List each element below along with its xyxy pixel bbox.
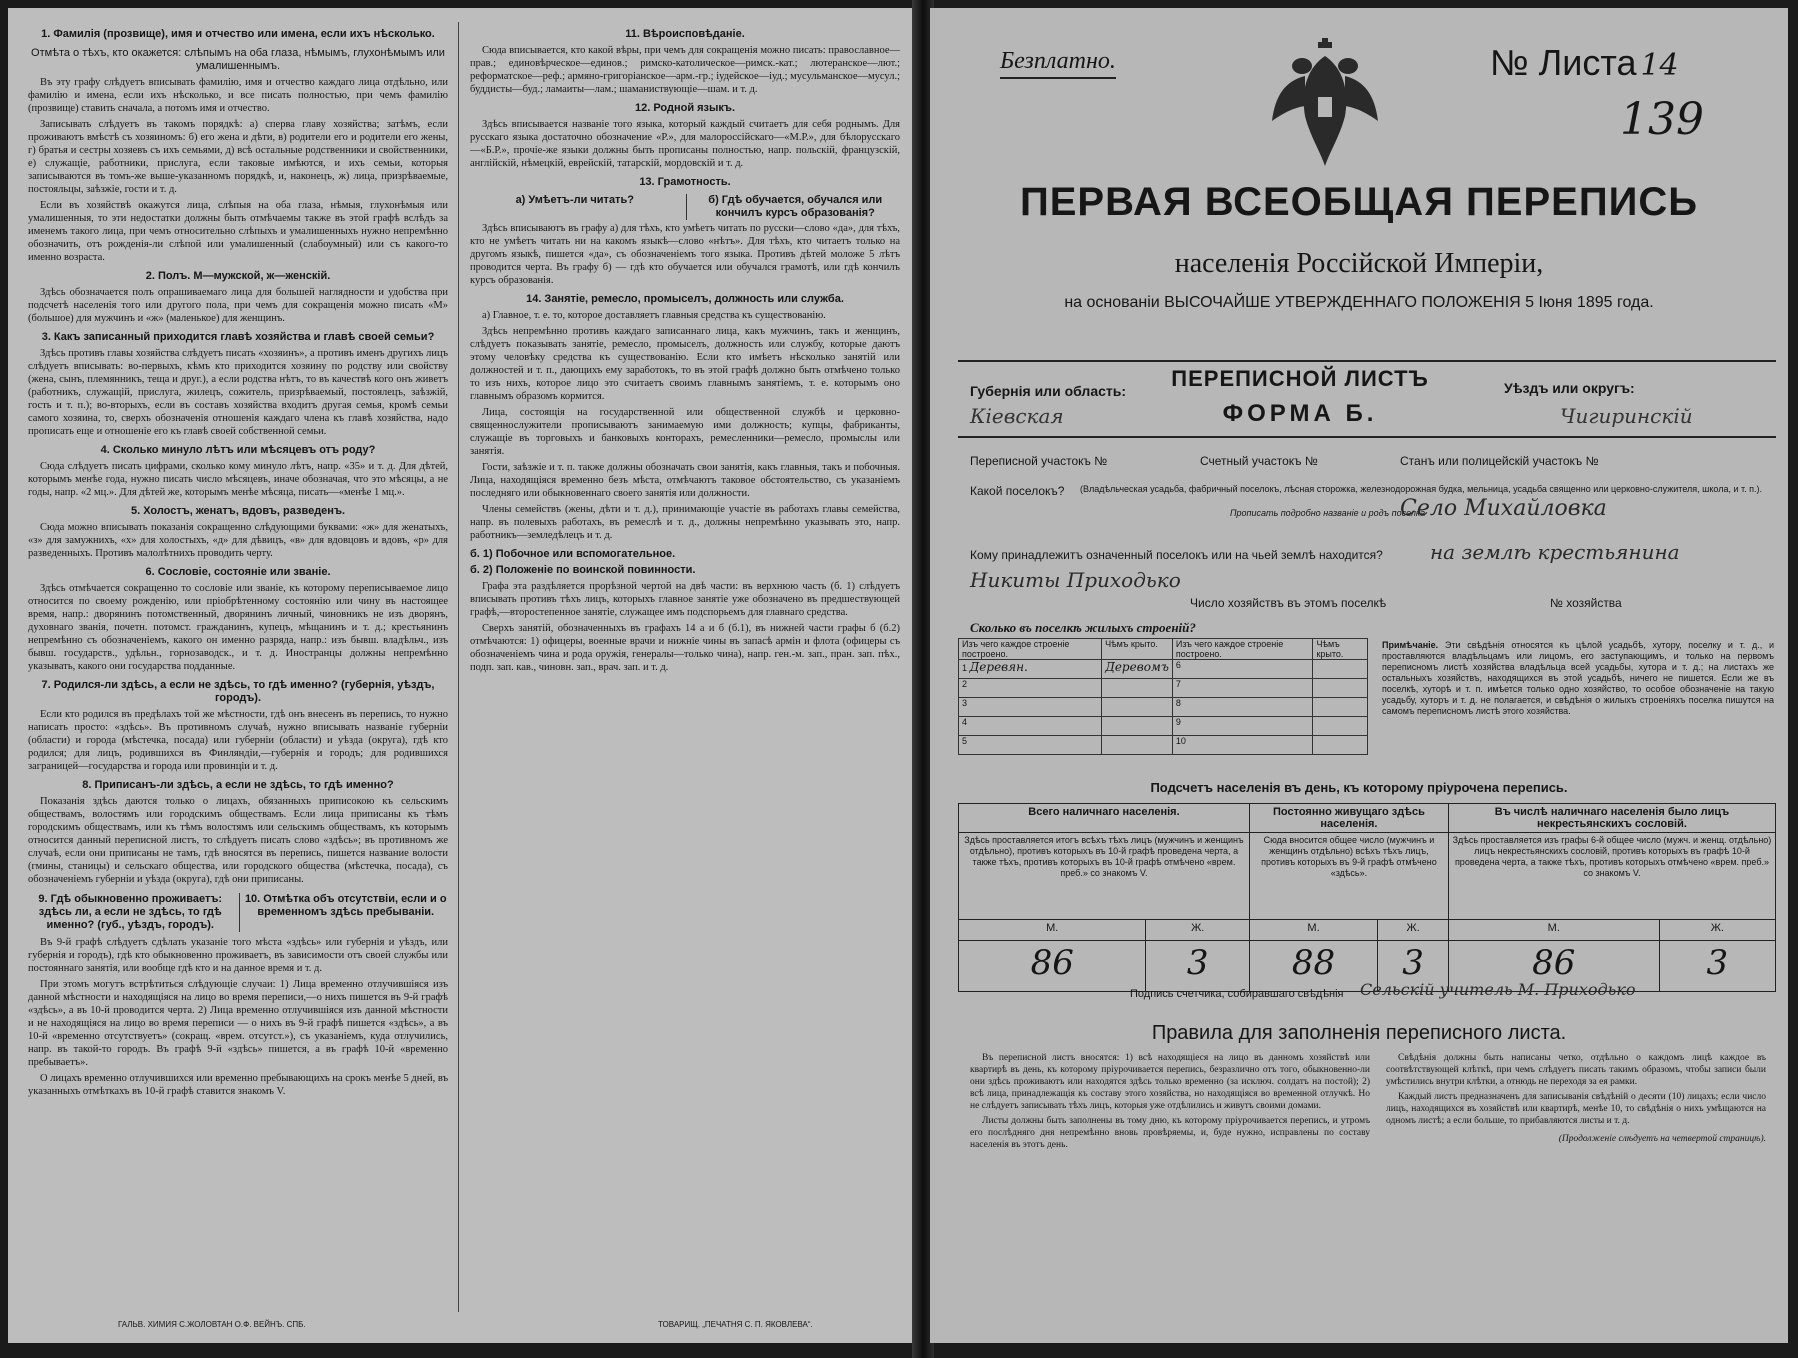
- left-column-1: [28, 22, 448, 1101]
- buildings-cell: 9: [1172, 717, 1313, 736]
- section-1-title: 1. Фамилія (прозвище), имя и отчество или имена, если ихъ нѣсколько.: [41, 28, 435, 40]
- section-7-text: Если кто родился въ предѣлахъ той же мѣстности, гдѣ онъ внесенъ въ перепись, то нужно написать просто: «здѣсь». Въ противномъ случаѣ, нужно вписывать названіе губерніи (области) и города (мѣстечка, посада) или губерніи (области) и уѣзда (округа), гдѣ кто родился; для лицъ, родившихся въ Финляндіи,—губернія и городъ; для родившихся заграницей—государства и города или провинціи и т. д.: [28, 709, 448, 772]
- note-title: Примѣчаніе.: [1382, 640, 1439, 650]
- female-label: Ж.: [1659, 920, 1775, 941]
- section-13b-title: б) Гдѣ обучается, обучался или кончилъ курсъ образованія?: [686, 194, 901, 220]
- province-label: Губернія или область:: [970, 383, 1127, 399]
- section-3-title: 3. Какъ записанный приходится главѣ хозяйства и главѣ своей семьи?: [41, 331, 435, 343]
- section-14-b1-title: б. 1) Побочное или вспомогательное.: [470, 548, 676, 560]
- section-2-text: Здѣсь обозначается полъ опрашиваемаго лица для большей наглядности и удобства при подсчетѣ населенія того или другого пола, при чемъ для сокращенія можно писать «М» (большое) для мужчинъ и «ж» (маленькое) для женщинъ.: [28, 287, 448, 324]
- permanent-female-value: 3: [1378, 941, 1449, 992]
- section-14-text-7: Сверхъ занятій, обозначенныхъ въ графахъ 14 а и б (б.1), въ нижней части графы б (б.2) отмѣчаются: 1) офицеры, военные врачи и нижніе чины въ запасѣ армін и флота (офицеры съ обозначеніемъ чина и рода оружія, генералы—только чина), напр. ген.-м. зап., пран. зап. пѣх., подп. зап. кав., чиновн. зап., врач. зап. и т. д.: [470, 623, 900, 673]
- section-9-text-3: О лицахъ временно отлучившихся или временно пребывающихъ на срокъ менѣе 5 дней, въ указанныхъ отмѣткахъ въ 10-й графѣ ставится знакомъ V.: [28, 1073, 448, 1097]
- section-11-title: 11. Вѣроисповѣданіе.: [625, 28, 745, 40]
- section-11-text: Сюда вписывается, кто какой вѣры, при чемъ для сокращенія можно писать: православное—прав.; единовѣрческое—единов.; римско-католическое—римск.-кат.; лютеранское—лют.; реформатское—реф.; армяно-григоріанское—арм.-гр.; іудейское—іуд.; мусульманское—мусул.; буддисты—буд.; ламаиты—лам.; шаманиствующіе—шам. и т. д.: [470, 45, 900, 95]
- buildings-cell: 4: [959, 717, 1102, 736]
- right-page: [930, 8, 1788, 1343]
- district-label: Уѣздъ или округъ:: [1504, 380, 1635, 396]
- section-8-title: 8. Приписанъ-ли здѣсь, а если не здѣсь, то гдѣ именно?: [82, 779, 394, 791]
- section-9-10-header: [28, 889, 448, 936]
- section-13-text: Здѣсь вписываютъ въ графу а) для тѣхъ, кто умѣетъ читать по русски—слово «да», для тѣхъ, кто не умѣетъ читать ни на какомъ языкѣ—слово «нѣтъ». Для тѣхъ, кто читаетъ только на другомъ языкѣ, пишется «да», съ обозначеніемъ того языка. Противъ дѣтей моложе 5 лѣтъ проводится черта. Въ графу б) — гдѣ кто обучается или обучался грамотѣ, или гдѣ кончилъ курсъ образованія.: [470, 223, 900, 286]
- rules-text-3: Свѣдѣнія должны быть написаны четко, отдѣльно о каждомъ лицѣ каждое въ соотвѣтствующей клѣткѣ, при чемъ слѣдуетъ писать такимъ образомъ, чтобы записи были умѣстились внутри клѣтки, а отнюдь не переходя за ея рамки.: [1386, 1053, 1766, 1087]
- header-rule: [958, 360, 1776, 362]
- population-header-non-peasant: Въ числѣ наличнаго населенія было лицъ некрестьянскихъ сословій.: [1448, 804, 1775, 833]
- rules-column-2: [1386, 1052, 1766, 1145]
- census-basis: на основаніи ВЫСОЧАЙШЕ УТВЕРЖДЕННАГО ПОЛОЖЕНІЯ 5 Іюня 1895 года.: [1064, 294, 1654, 311]
- section-14-text-6: Графа эта раздѣляется прорѣзной чертой на двѣ части: въ верхнюю часть (б. 1) слѣдуетъ вписывать противъ тѣхъ лицъ, которыхъ главное занятіе уже обозначено въ предшествующей графѣ,—второстепенное занятіе, служащее имъ подспорьемъ для главнаго средства.: [470, 581, 900, 618]
- households-count-label: Число хозяйствъ въ этомъ поселкѣ: [1190, 596, 1387, 610]
- population-table: [958, 803, 1776, 992]
- row-number: 1: [962, 663, 968, 673]
- rules-text-2: Листы должны быть заполнены въ тому дню, къ которому пріурочивается перепись, и утромъ его послѣдняго дня непремѣнно вновь провѣряемы, и, буде нужно, исправлены по составу населенія въ этотъ день.: [970, 1116, 1370, 1150]
- section-9-text-2: При этомъ могутъ встрѣтиться слѣдующіе случаи: 1) Лица временно отлучившіяся изъ данной мѣстности и находящіяся на лицо во время переписи,—о нихъ пишется въ 9-й графѣ «здѣсь», а въ 10-й проводится черта. 2) Лица временно отлучившіяся изъ данной мѣстности и не находящіяся на лицо во время переписи — о нихъ въ 9-й графѣ пишется «здѣсь», а въ 10-й «временно отсутствуетъ» (сокращ. «врем. отсутст.»), съ указаніемъ, куда отлучились, напр. въ такой-то городъ. Въ графѣ 9-й «здѣсь» пишется, а въ графѣ 10-й «временно пребываетъ».: [28, 979, 448, 1068]
- buildings-cell: 10: [1172, 736, 1313, 755]
- double-headed-eagle-icon: [1270, 36, 1380, 176]
- enumerator-signature-label: Подпись счетчика, собиравшаго свѣдѣнія: [1130, 988, 1344, 1000]
- section-5-text: Сюда можно вписывать показанія сокращенно слѣдующими буквами: «ж» для женатыхъ, «з» для замужнихъ, «х» для холостыхъ, «д» для дѣвицъ, «в» для вдовцовъ и вдовъ, «р» для разведенныхъ. Противъ малолѣтнихъ проводить черту.: [28, 522, 448, 559]
- buildings-row: [959, 717, 1368, 736]
- buildings-cell: [1313, 717, 1368, 736]
- permanent-male-value: 88: [1249, 941, 1377, 992]
- left-column-2: [470, 22, 900, 677]
- section-14-text-4: Гости, заѣзжіе и т. п. также должны обозначать свои занятія, какъ главныя, такъ и побочныя. Лица, находящіяся временно безъ мѣста, отмѣчаютъ таковое обстоятельство, съ указаніемъ последняго или обыкновеннаго своего занятія или должности.: [470, 462, 900, 499]
- buildings-cell: [1102, 736, 1173, 755]
- buildings-cell: 8: [1172, 698, 1313, 717]
- section-3-text: Здѣсь противъ главы хозяйства слѣдуетъ писать «хозяинъ», а противъ именъ другихъ лицъ слѣдуетъ вписывать: во-первыхъ, кѣмъ кто приходится хозяину по родству или свойству (жена, сынъ, племянникъ, теща и друг.), а если родства нѣтъ, то въ качествѣ кого онъ живетъ (работникъ, служащій, прислуга, жилецъ, сожитель, призрѣваемый, постоялецъ, заѣзжій, гость и т. п.); во-вторыхъ, если въ составъ хозяйства входитъ другая семья, кромѣ семьи самого хозяина, то, сверхъ обозначенія отношенія каждаго члена къ главѣ хозяйства, надо прописать еще и отношеніе его къ главѣ своей собственной семьи.: [28, 348, 448, 437]
- section-14-text-5: Члены семействъ (жены, дѣти и т. д.), принимающіе участіе въ работахъ главы семейства, напр. въ полевыхъ работахъ, въ ремеслѣ и т. д., должны непремѣнно указывать это, напр. работникъ—земледѣлецъ и т. д.: [470, 504, 900, 541]
- buildings-cell: [1102, 717, 1173, 736]
- census-subtitle: населенія Россійской Имперіи,: [1174, 248, 1544, 279]
- male-label: М.: [959, 920, 1146, 941]
- population-description-row: [959, 833, 1776, 920]
- buildings-header-material: Изъ чего каждое строеніе построено.: [959, 639, 1102, 660]
- rules-continued-note: (Продолженіе слѣдуетъ на четвертой страницѣ).: [1558, 1134, 1766, 1144]
- population-desc-total: Здѣсь проставляется итогъ всѣхъ тѣхъ лицъ (мужчинъ и женщинъ отдѣльно), противъ которыхъ въ 10-й графѣ проведена черта, а также тѣхъ, противъ которыхъ въ 10-й графѣ отмѣчено «врем. преб.» со знакомъ V.: [959, 833, 1250, 920]
- settlement-hint-2: Прописать подробно названіе и родъ поселка: [1230, 508, 1426, 518]
- section-9-title: 9. Гдѣ обыкновенно проживаетъ: здѣсь ли, а если не здѣсь, то гдѣ именно? (губ., уѣздъ, городъ).: [38, 893, 223, 931]
- list-number-handwritten: 14: [1640, 48, 1679, 83]
- enumerator-signature: Сельскій учитель М. Приходько: [1360, 980, 1636, 999]
- settlement-value: Село Михайловка: [1400, 496, 1607, 521]
- section-5-title: 5. Холостъ, женатъ, вдовъ, разведенъ.: [130, 505, 346, 517]
- female-label: Ж.: [1378, 920, 1449, 941]
- building-roof-value: Деревомъ: [1105, 660, 1169, 674]
- printer-note-left: ГАЛЬВ. ХИМИЯ С.ЖОЛОВТАН О.Ф. ВЕЙНЪ. СПБ.: [118, 1320, 306, 1329]
- population-desc-non-peasant: Здѣсь проставляется изъ графы 6-й общее число (мужч. и женщ. отдѣльно) лицъ некрестьянскихъ сословій, противъ которыхъ въ графѣ 10-й проведена черта, а также тѣхъ, противъ которыхъ отмѣчено «врем. преб.» со знакомъ V.: [1448, 833, 1775, 920]
- section-1-text-3: Если въ хозяйствѣ окажутся лица, слѣпыя на оба глаза, нѣмыя, глухонѣмыя или умалишенныя, то эти недостатки должны быть отмѣчаемы также въ этой графѣ вслѣдъ за именемъ такого лица, при чемъ относительно слѣпыхъ и умалишенныхъ нужно непремѣнно обозначить, отъ рожденія-ли слѣпой или умалишенный (слабоумный) или съ какого-то именно возраста.: [28, 200, 448, 263]
- column-divider: [458, 22, 459, 1312]
- buildings-header-material-2: Изъ чего каждое строеніе построено.: [1172, 639, 1313, 660]
- census-section-label: Переписной участокъ №: [970, 454, 1108, 468]
- buildings-header-row: [959, 639, 1368, 660]
- settlement-hint: (Владѣльческая усадьба, фабричный поселокъ, лѣсная сторожка, железнодорожная будка, мельница, усадьба священно или церковно-служителя, школа, и т. п.).: [1080, 484, 1762, 494]
- district-value: Чигиринскій: [1560, 404, 1693, 428]
- section-4-title: 4. Сколько минуло лѣтъ или мѣсяцевъ отъ роду?: [100, 444, 376, 456]
- buildings-header-roof-2: Чѣмъ крыто.: [1313, 639, 1368, 660]
- section-1-text-2: Записывать слѣдуетъ въ такомъ порядкѣ: а) сперва главу хозяйства; затѣмъ, если проживаютъ вмѣстѣ съ хозяиномъ: б) его жена и дѣти, в) родители его и родители его жены, г) братья и сестры хозяевъ съ ихъ семьями, д) всѣ остальные родственники и свойственники, е) служащіе, работники, прислуга, если таковые имѣются, и ихъ семьи, которыя записываются въ томъ-же выше-указанномъ порядкѣ, и, наконецъ, ж) лица, призрѣваемые, постояльцы, заѣзжіе, гости и т. д.: [28, 119, 448, 195]
- owner-value-1: на землѣ крестьянина: [1430, 540, 1680, 564]
- section-14-title: 14. Занятіе, ремесло, промыселъ, должность или служба.: [526, 293, 844, 305]
- population-count-title: Подсчетъ населенія въ день, къ которому пріурочена перепись.: [1150, 780, 1568, 795]
- section-14-text-2: Здѣсь непремѣнно противъ каждаго записаннаго лица, какъ мужчинъ, такъ и женщинъ, слѣдуетъ показывать занятіе, ремесло, промыселъ, должность или службу, которые даютъ этому человѣку средства къ существованію. Если кто имѣетъ нѣсколько занятій или должностей и т. п., дающихъ ему заработокъ, то въ этой графѣ должно быть отмѣчено только то изъ нихъ, которое лицо это считаетъ своимъ главнымъ занятіемъ, т. е. которымъ оно главнымъ образомъ кормится.: [470, 326, 900, 402]
- population-header-total: Всего наличнаго населенія.: [959, 804, 1250, 833]
- population-header-permanent: Постоянно живущаго здѣсь населенія.: [1249, 804, 1448, 833]
- population-header-row: [959, 804, 1776, 833]
- note-text: Эти свѣдѣнія относятся къ цѣлой усадьбѣ, хутору, поселку и т. д., и проставляются владѣльцамъ или лицомъ, его заступающимъ, и только на первомъ переписномъ листѣ хозяйства владѣльца всей усадьбы, хутора и т. д.; на листахъ же остальныхъ хозяйствъ, находящихся въ этой усадьбѣ, ничего не пишется. Если же въ поселкѣ, хуторѣ и т. п. имѣется только одно хозяйство, то особое обозначеніе на такую усадьбу, хуторъ и т. д. не полагается, и свѣдѣнія о жилыхъ строеніяхъ поселка пишутся на самомъ переписномъ листѣ этого хозяйства.: [1382, 640, 1774, 716]
- section-13-title: 13. Грамотность.: [639, 176, 731, 188]
- rules-text-4: Каждый листъ предназначенъ для записыванія свѣдѣній о десяти (10) лицахъ; если число лицъ, находящихся въ хозяйствѣ или квартирѣ, менѣе 10, то свѣдѣнія о нихъ умѣщаются на одномъ листѣ; а если больше, то прибавляются листы и т. д.: [1386, 1092, 1766, 1126]
- household-number-label: № хозяйства: [1550, 596, 1622, 610]
- buildings-cell: [1102, 698, 1173, 717]
- buildings-cell: 2: [959, 679, 1102, 698]
- total-female-value: 3: [1146, 941, 1250, 992]
- section-14-text-1: а) Главное, т. е. то, которое доставляетъ главныя средства къ существованію.: [482, 310, 826, 321]
- total-male-value: 86: [959, 941, 1146, 992]
- section-12-title: 12. Родной языкъ.: [634, 102, 735, 114]
- census-title: ПЕРВАЯ ВСЕОБЩАЯ ПЕРЕПИСЬ: [1020, 180, 1698, 224]
- buildings-cell: [1313, 698, 1368, 717]
- archive-page-number: 139: [1620, 94, 1704, 145]
- population-sex-row: [959, 920, 1776, 941]
- male-label: М.: [1249, 920, 1377, 941]
- police-section-label: Станъ или полицейскій участокъ №: [1400, 454, 1599, 468]
- buildings-row: [959, 698, 1368, 717]
- section-6-title: 6. Сословіе, состояніе или званіе.: [145, 566, 331, 578]
- section-7-title: 7. Родился-ли здѣсь, а если не здѣсь, то гдѣ именно? (губернія, уѣздъ, городъ).: [41, 679, 435, 704]
- printer-note-right: ТОВАРИЩ. „ПЕЧАТНЯ С. П. ЯКОВЛЕВА“.: [658, 1320, 813, 1329]
- population-desc-permanent: Сюда вносится общее число (мужчинъ и женщинъ отдѣльно) всѣхъ тѣхъ лицъ, противъ которыхъ въ 9-й графѣ отмѣчено «здѣсь».: [1249, 833, 1448, 920]
- buildings-cell: 7: [1172, 679, 1313, 698]
- non-peasant-female-value: 3: [1659, 941, 1775, 992]
- settlement-label: Какой поселокъ?: [970, 484, 1065, 498]
- form-title: ПЕРЕПИСНОЙ ЛИСТЪ: [1171, 366, 1429, 391]
- buildings-cell: [1102, 660, 1173, 679]
- rules-title: Правила для заполненія переписного листа.: [1151, 1022, 1567, 1044]
- buildings-cell: [1313, 660, 1368, 679]
- buildings-cell: 6: [1172, 660, 1313, 679]
- male-label: М.: [1448, 920, 1659, 941]
- section-4-text: Сюда слѣдуетъ писать цифрами, сколько кому минуло лѣтъ, напр. «35» и т. д. Для дѣтей, которымъ менѣе года, нужно писать число мѣсяцевъ, иначе обозначая, что это мѣсяцы, а не годы, напр. «2 мц.». Для дѣтей же, которымъ менѣе мѣсяца, писать—«менѣе 1 мц.».: [28, 461, 448, 498]
- rules-text-1: Въ переписной листъ вносятся: 1) всѣ находящіеся на лицо въ данномъ хозяйствѣ или квартирѣ въ день, къ которому пріурочивается перепись, безразлично отъ того, обыкновенно-ли они здѣсь проживаютъ или находятся здѣсь только временно (за исключ. солдатъ на постой); 2) всѣ лица, принадлежащія къ составу этого хозяйства, но находящіяся во временной отлучкѣ. Но не слѣдуетъ записывать тѣхъ лицъ, которыя уже отдѣлились и живутъ своими домами.: [970, 1053, 1370, 1111]
- section-1-text-1: Въ эту графу слѣдуетъ вписывать фамилію, имя и отчество каждаго лица отдѣльно, или фамилію и имена, если ихъ нѣсколько, и все писать полностью, при чемъ фамилію (прозвище) ставить сначала, а потомъ имя и отчество.: [28, 77, 448, 114]
- list-number-label: № Листа: [1490, 42, 1637, 83]
- buildings-cell: [1313, 679, 1368, 698]
- section-12-text: Здѣсь вписывается названіе того языка, который каждый считаетъ для себя роднымъ. Для русскаго языка достаточно обозначение «Р.», для малороссійскаго—«М.Р.», для бѣлорусскаго—«Б.Р.», прочіе-же языки должны быть прописаны полностью, напр. польскій, французскій, англійскій, нѣмецкій, еврейскій, татарскій, мордовскій и т. д.: [470, 119, 900, 169]
- buildings-table: [958, 638, 1368, 755]
- province-value: Кіевская: [970, 404, 1064, 428]
- owner-value-2: Никиты Приходько: [970, 568, 1181, 592]
- section-14-text-3: Лица, состоящія на государственной или общественной службѣ и церковно-священнослужители прописываютъ занимаемую ими должность; купцы, фабриканты, служащіе въ торговыхъ и банковыхъ конторахъ, ремесленники—ремесло, промыслы или занятія.: [470, 407, 900, 457]
- section-13-subheaders: [470, 192, 900, 222]
- buildings-label: Сколько въ поселкѣ жилыхъ строеній?: [970, 620, 1196, 635]
- section-8-text: Показанія здѣсь даются только о лицахъ, обязанныхъ приписокою къ сельскимъ обществамъ, волостямъ или городскимъ обществамъ. Если лица приписаны къ тѣмъ городскимъ обществамъ, или къ тѣмъ волостямъ или сельскимъ обществамъ, къ которымъ относится данный переписной листъ, то слѣдуетъ писать слово «здѣсь»; въ противномъ же случаѣ, если они приписаны не тамъ, гдѣ вносятся въ перепись, пишется название волости (гмины, станицы) и сельскаго общества, или городского общества (мѣстечка, посада), съ обозначеніемъ губерніи и уѣзда (округа), гдѣ они приписаны.: [28, 796, 448, 885]
- rules-column-1: [970, 1052, 1370, 1154]
- buildings-cell: [959, 660, 1102, 679]
- buildings-cell: 5: [959, 736, 1102, 755]
- buildings-row: [959, 736, 1368, 755]
- section-1-subtitle: Отмѣта о тѣхъ, кто окажется: слѣпымъ на оба глаза, нѣмымъ, глухонѣмымъ или умалишеннымъ.: [31, 47, 445, 72]
- section-10-title: 10. Отмѣтка объ отсутствіи, если и о временномъ здѣсь пребываніи.: [239, 893, 449, 932]
- buildings-row: [959, 679, 1368, 698]
- form-subtitle: ФОРМА Б.: [1222, 400, 1378, 427]
- non-peasant-male-value: 86: [1448, 941, 1659, 992]
- female-label: Ж.: [1146, 920, 1250, 941]
- section-13a-title: а) Умѣетъ-ли читать?: [515, 194, 634, 206]
- section-9-text-1: Въ 9-й графѣ слѣдуетъ сдѣлать указаніе того мѣста «здѣсь» или губернія и уѣздъ, или губернія и городъ), гдѣ кто обыкновенно проживаетъ, въ зависимости отъ своей службы или постояннаго занятія, или вообще гдѣ кто и на данное время и т. д.: [28, 937, 448, 974]
- section-14-b2-title: б. 2) Положеніе по воинской повинности.: [470, 564, 696, 576]
- owner-label: Кому принадлежитъ означенный поселокъ или на чьей землѣ находится?: [970, 548, 1383, 562]
- count-section-label: Счетный участокъ №: [1200, 454, 1318, 468]
- buildings-cell: [1313, 736, 1368, 755]
- buildings-cell: [1102, 679, 1173, 698]
- section-2-title: 2. Полъ. М—мужской, ж—женскій.: [145, 270, 331, 282]
- list-number: [1490, 42, 1679, 84]
- buildings-cell: 3: [959, 698, 1102, 717]
- section-6-text: Здѣсь отмѣчается сокращенно то сословіе или званіе, къ которому переписываемое лицо относится по своему рожденію, или пріобрѣтенному состоянію или чину въ настоящее время, напр.: дворянинъ потомственный, дворянинъ личный, чиновникъ не изъ дворянъ, духовнаго званія, почетн. потомст. гражданинъ, купецъ, мѣщанинъ и т. д.; крестьянинъ непремѣнно съ обозначеніемъ, какого он именно разряда, напр.: изъ бывш. владѣльч., изъ бывш. государств., удѣльн., горнозаводск., и т. д. Иностранцы должны непремѣнно указывать, какого они государства подданные.: [28, 583, 448, 672]
- buildings-row: [959, 660, 1368, 679]
- free-stamp: Безплатно.: [1000, 48, 1116, 79]
- left-page: [8, 8, 918, 1343]
- building-material-value: Деревян.: [969, 660, 1028, 674]
- buildings-header-roof: Чѣмъ крыто.: [1102, 639, 1173, 660]
- buildings-note: [1382, 640, 1774, 717]
- section-rule: [958, 436, 1776, 438]
